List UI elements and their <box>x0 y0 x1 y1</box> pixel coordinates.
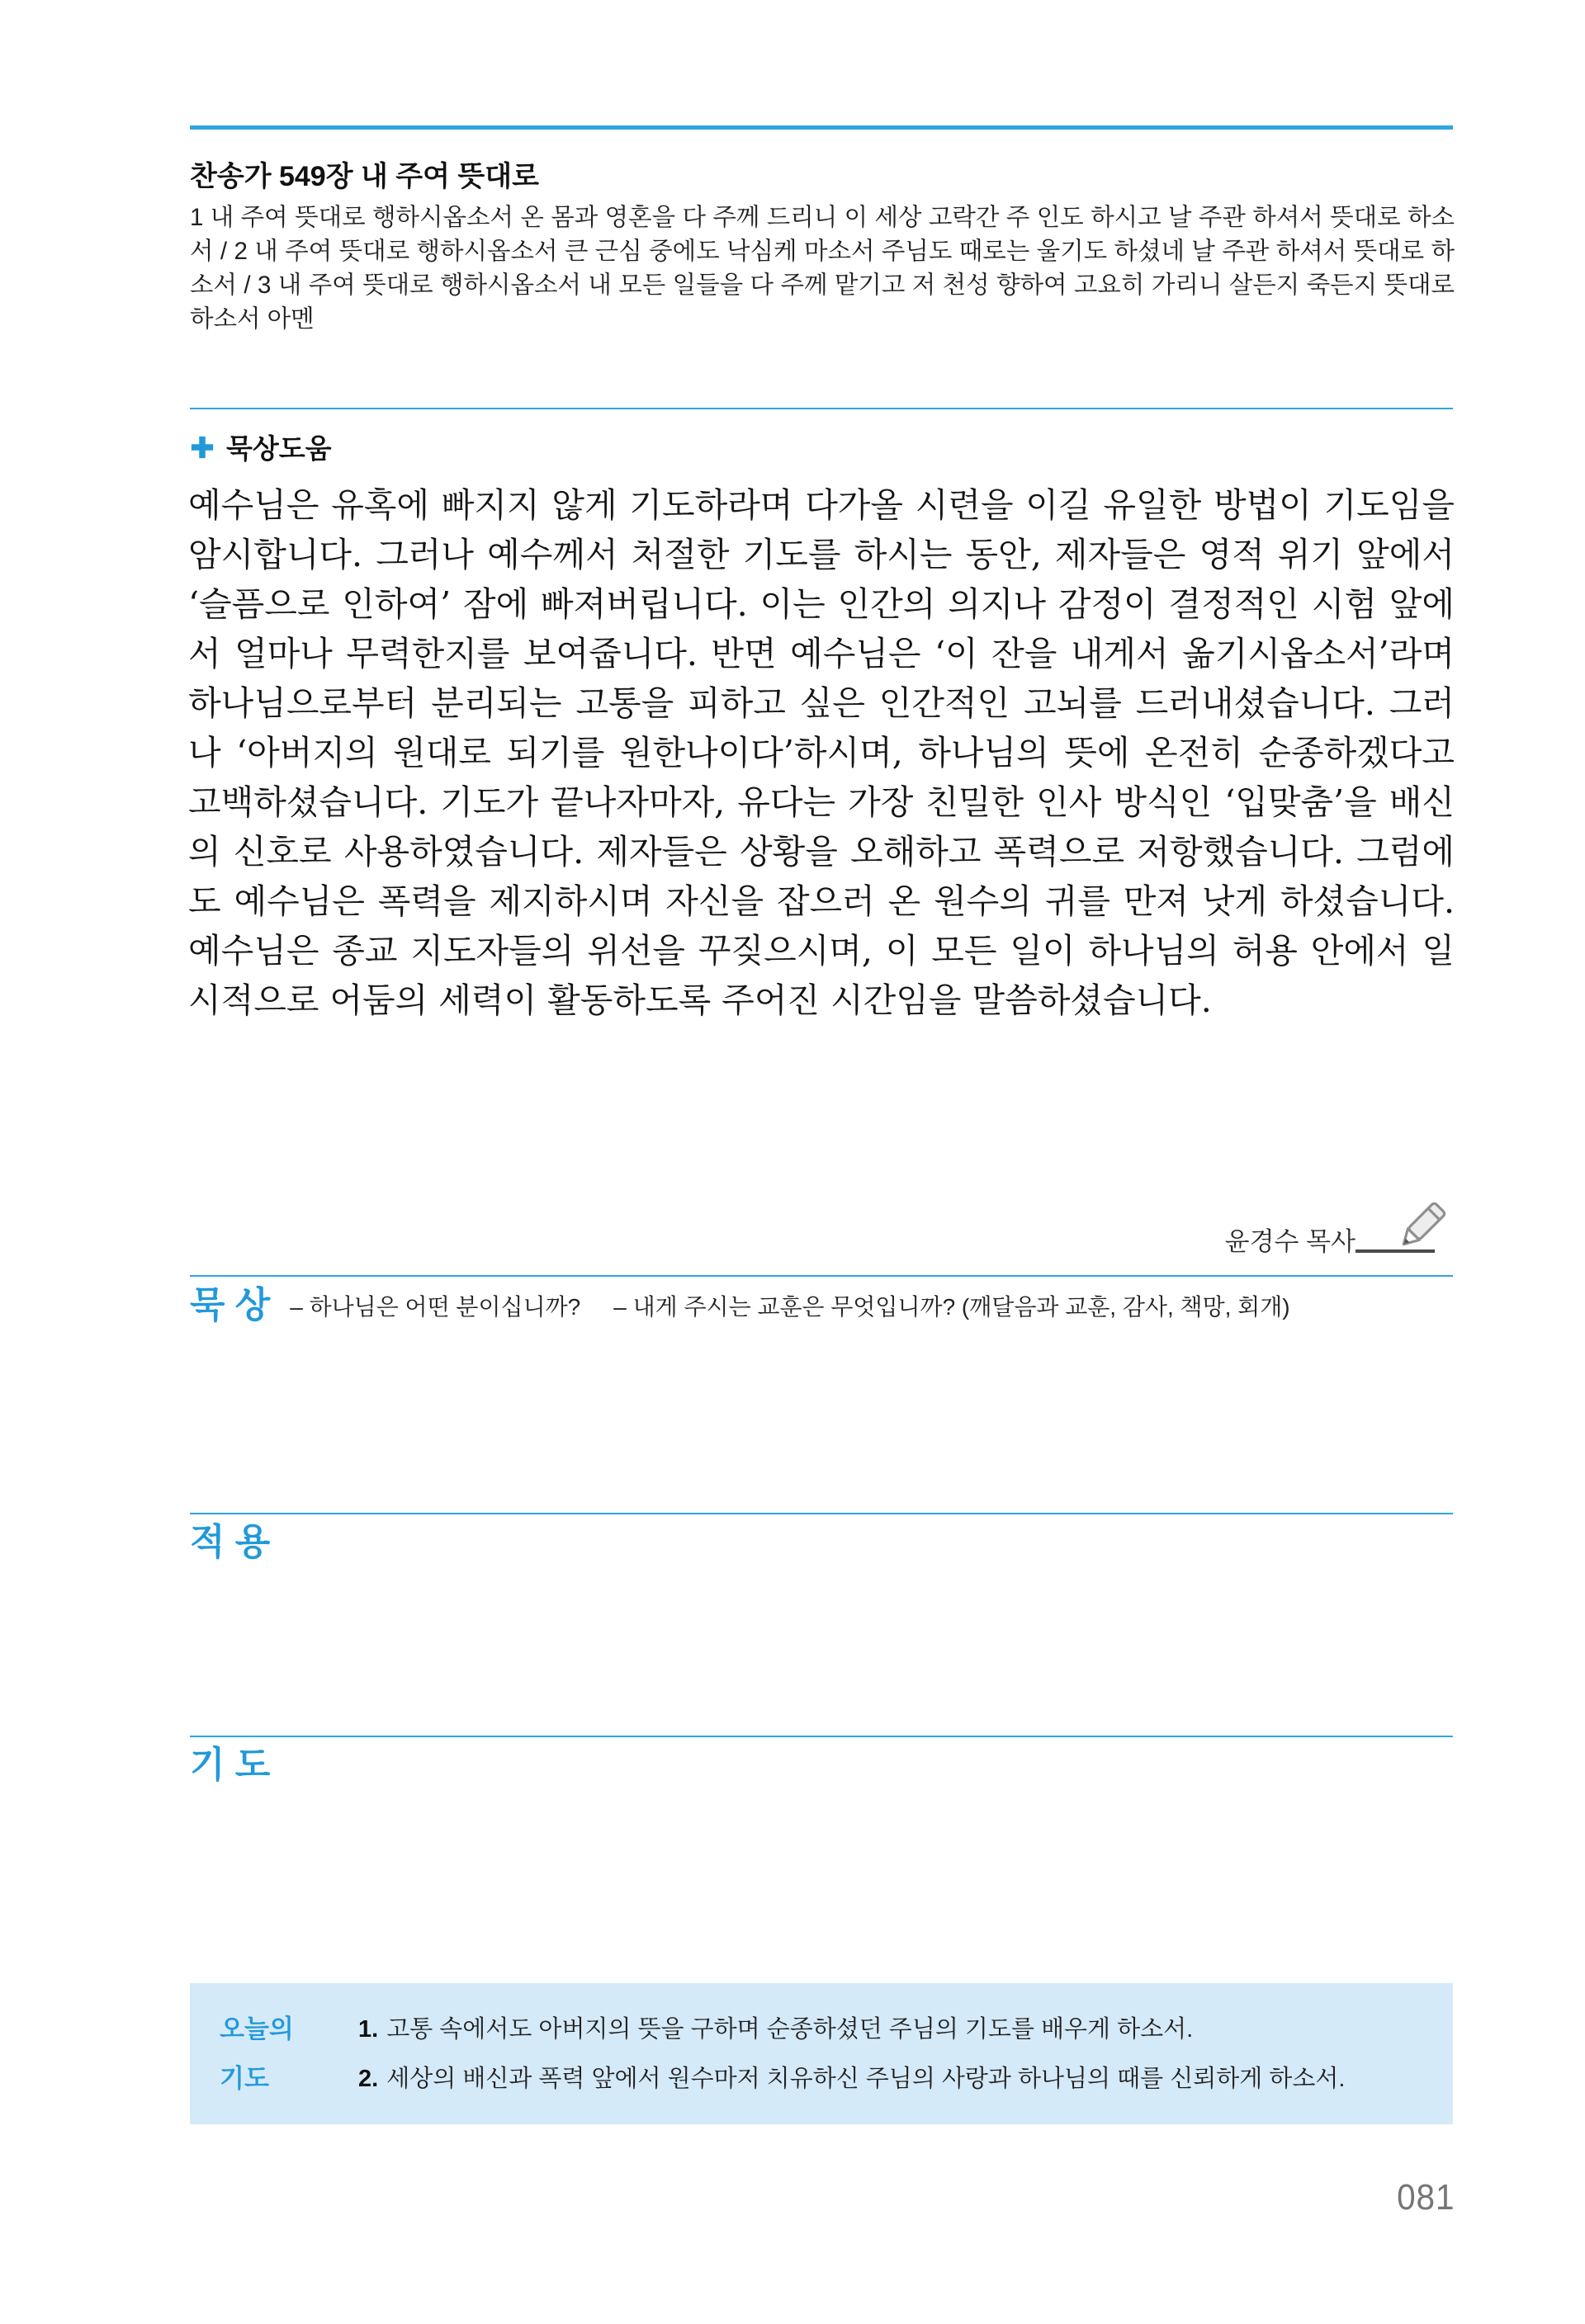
page-number: 081 <box>1396 2177 1455 2218</box>
section-divider <box>190 408 1453 409</box>
section-divider <box>190 1736 1453 1737</box>
hymn-title: 찬송가 549장 내 주여 뜻대로 <box>190 161 539 192</box>
plus-icon <box>190 435 215 460</box>
section-application <box>190 1524 270 1561</box>
section-divider <box>190 1275 1453 1277</box>
section-divider <box>190 1513 1453 1514</box>
pencil-icon <box>1389 1195 1453 1259</box>
meditation-question-2: – 내게 주시는 교훈은 무엇입니까? (깨달음과 교훈, 감사, 책망, 회개) <box>613 1294 1290 1320</box>
today-prayer-box <box>190 1983 1453 2124</box>
today-prayer-item <box>358 2005 1428 2054</box>
meditation-questions <box>290 1289 1289 1322</box>
today-prayer-item-text: 고통 속에서도 아버지의 뜻을 구하며 순종하셨던 주님의 기도를 배우게 하소서. <box>386 2016 1194 2043</box>
application-label: 적 용 <box>190 1522 271 1562</box>
today-prayer-label <box>220 2005 358 2104</box>
top-divider <box>190 125 1453 130</box>
section-prayer <box>190 1747 270 1783</box>
meditation-question-1: – 하나님은 어떤 분이십니까? <box>290 1294 581 1320</box>
meditation-help-body: 예수님은 유혹에 빠지지 않게 기도하라며 다가올 시련을 이길 유일한 방법이 기도임을 암시합니다. 그러나 예수께서 처절한 기도를 하시는 동안, 제자들은 영적 위기 앞에서 ‘슬픔으로 인하여’ 잠에 빠져버립니다. 이는 인간의 의지나 감정이 결정적인 시험 앞에서 얼마나 무력한지를 보여줍니다. 반면 예수님은 ‘이 잔을 내게서 옮기시옵소서’라며 하나님으로부터 분리되는 고통을 피하고 싶은 인간적인 고뇌를 드러내셨습니다. 그러나 ‘아버지의 원대로 되기를 원한나이다’하시며, 하나님의 뜻에 온전히 순종하겠다고 고백하셨습니다. 기도가 끝나자마자, 유다는 가장 친밀한 인사 방식인 ‘입맞춤’을 배신의 신호로 사용하였습니다. 제자들은 상황을 오해하고 폭력으로 저항했습니다. 그럼에도 예수님은 폭력을 제지하시며 자신을 잡으러 온 원수의 귀를 만져 낫게 하셨습니다. 예수님은 종교 지도자들의 위선을 꾸짖으시며, 이 모든 일이 하나님의 허용 안에서 일시적으로 어둠의 세력이 활동하도록 주어진 시간임을 말씀하셨습니다. <box>188 485 1455 1020</box>
meditation-help-label: 묵상도움 <box>226 433 332 464</box>
section-meditation <box>190 1287 1290 1324</box>
meditation-help-header <box>190 427 332 466</box>
today-prayer-item-text: 세상의 배신과 폭력 앞에서 원수마저 치유하신 주님의 사랑과 하나님의 때를 신뢰하게 하소서. <box>386 2066 1346 2092</box>
today-prayer-item <box>358 2054 1428 2104</box>
prayer-label: 기 도 <box>190 1745 271 1785</box>
today-prayer-items <box>358 2005 1428 2104</box>
author-signature <box>1225 1195 1453 1259</box>
author-name: 윤경수 목사 <box>1224 1227 1356 1256</box>
today-prayer-item-number: 1. <box>358 2016 379 2043</box>
meditation-label: 묵 상 <box>190 1285 271 1325</box>
today-prayer-label-line2: 기도 <box>220 2064 269 2093</box>
today-prayer-label-line1: 오늘의 <box>220 2015 294 2043</box>
hymn-lyrics: 1 내 주여 뜻대로 행하시옵소서 온 몸과 영혼을 다 주께 드리니 이 세상 고락간 주 인도 하시고 날 주관 하셔서 뜻대로 하소서 / 2 내 주여 뜻대로 행하시옵소서 큰 근심 중에도 낙심케 마소서 주님도 때로는 울기도 하셨네 날 주관 하셔서 뜻대로 하소서 / 3 내 주여 뜻대로 행하시옵소서 내 모든 일들을 다 주께 맡기고 저 천성 향하여 고요히 가리니 살든지 죽든지 뜻대로 하소서 아멘 <box>190 204 1455 333</box>
today-prayer-item-number: 2. <box>358 2066 379 2092</box>
